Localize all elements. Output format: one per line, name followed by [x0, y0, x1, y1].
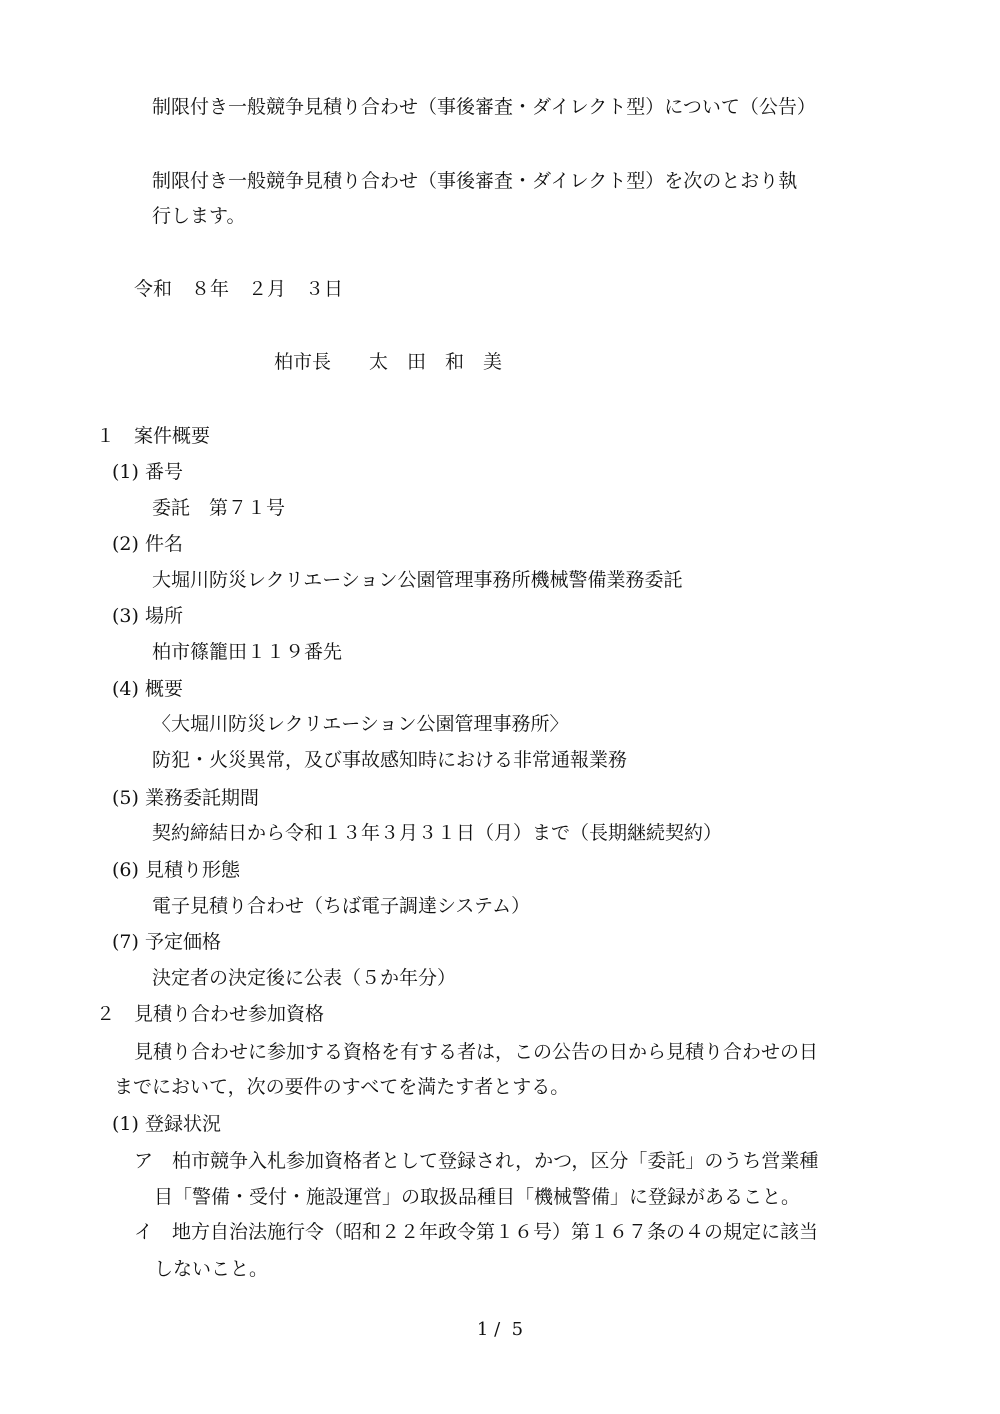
section2-paragraph-2: までにおいて，次の要件のすべてを満たす者とする。 — [114, 1076, 570, 1098]
item-label-number: (1) 番号 — [112, 461, 183, 483]
document-title: 制限付き一般競争見積り合わせ（事後審査・ダイレクト型）について（公告） — [152, 96, 816, 118]
section1-heading: １ 案件概要 — [96, 425, 211, 447]
intro-line-1: 制限付き一般競争見積り合わせ（事後審査・ダイレクト型）を次のとおり執 — [152, 170, 798, 192]
item-label-subject: (2) 件名 — [112, 533, 183, 555]
item-value-subject: 大堀川防災レクリエーション公園管理事務所機械警備業務委託 — [152, 569, 683, 591]
item-value-period: 契約締結日から令和１３年３月３１日（月）まで（長期継続契約） — [152, 822, 723, 844]
item-label-overview: (4) 概要 — [112, 678, 183, 700]
requirement-a-line-1: ア 柏市競争入札参加資格者として登録され，かつ，区分「委託」のうち営業種 — [134, 1150, 819, 1172]
item-label-planned-price: (7) 予定価格 — [112, 931, 221, 953]
item-value-location: 柏市篠籠田１１９番先 — [152, 641, 343, 663]
requirement-i-line-1: イ 地方自治法施行令（昭和２２年政令第１６号）第１６７条の４の規定に該当 — [134, 1221, 819, 1243]
section2-paragraph-1: 見積り合わせに参加する資格を有する者は，この公告の日から見積り合わせの日 — [134, 1041, 819, 1063]
requirement-a-line-2: 目「警備・受付・施設運営」の取扱品種目「機械警備」に登録があること。 — [154, 1186, 801, 1208]
section2-heading: ２ 見積り合わせ参加資格 — [96, 1003, 325, 1025]
item-label-estimate-form: (6) 見積り形態 — [112, 859, 240, 881]
issuer-name: 柏市長 太 田 和 美 — [274, 351, 503, 373]
publication-date: 令和 ８年 ２月 ３日 — [134, 278, 344, 300]
item-label-location: (3) 場所 — [112, 605, 183, 627]
item-label-period: (5) 業務委託期間 — [112, 787, 259, 809]
item-value-number: 委託 第７１号 — [152, 497, 286, 519]
item-value-planned-price: 決定者の決定後に公表（５か年分） — [152, 967, 457, 989]
requirement-i-line-2: しないこと。 — [154, 1258, 269, 1280]
intro-line-2: 行します。 — [152, 205, 246, 227]
item-value-overview-1: 〈大堀川防災レクリエーション公園管理事務所〉 — [152, 713, 569, 735]
item-value-estimate-form: 電子見積り合わせ（ちば電子調達システム） — [152, 895, 531, 917]
item-value-overview-2: 防犯・火災異常，及び事故感知時における非常通報業務 — [152, 749, 628, 771]
page-number: 1 / 5 — [476, 1319, 524, 1340]
sub-label-registration: (1) 登録状況 — [112, 1113, 221, 1135]
